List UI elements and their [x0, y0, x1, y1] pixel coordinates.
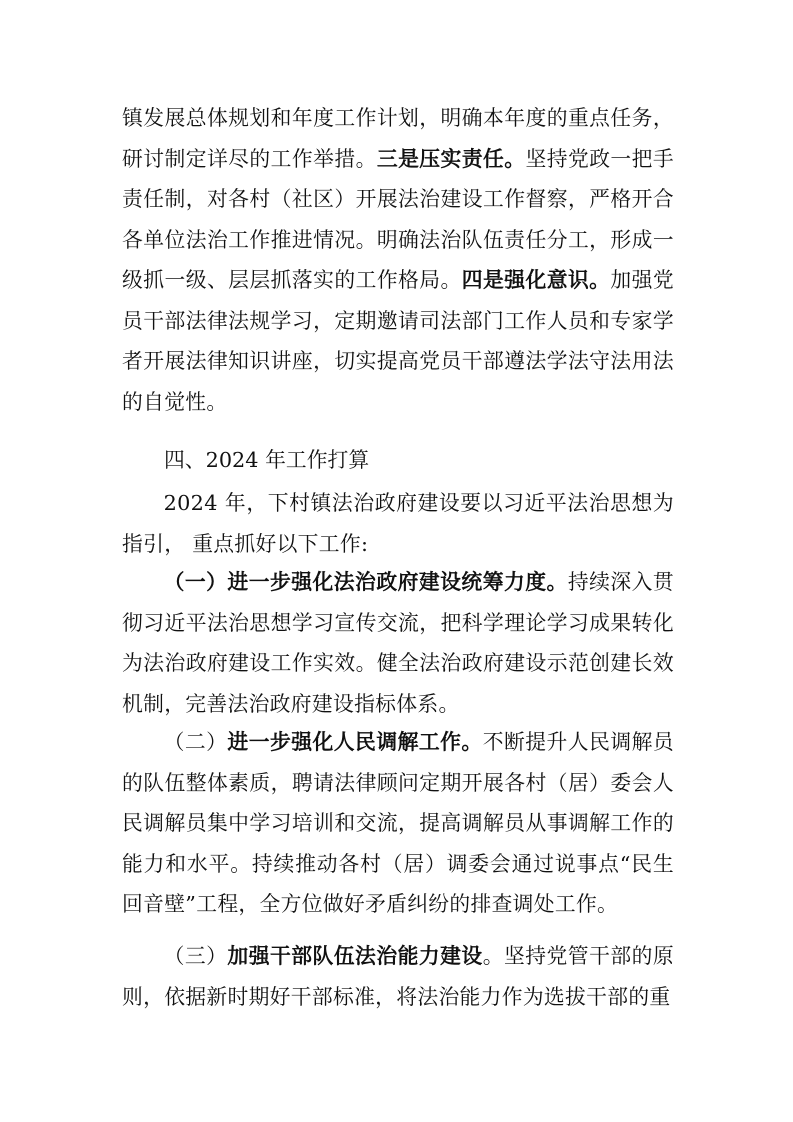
paragraph-text: 2024 年，下村镇法治政府建设要以习近平法治思想为指引， 重点抓好以下工作:	[122, 491, 674, 556]
paragraph-text: 不断提升人民调解员的队伍整体素质，聘请法律顾问定期开展各村（居）委会人民调解员集中学习培训和交流，提高调解员从事调解工作的能力和水平。持续推动各村（居）调委会通过说事点“民生回音壁”工程，全方位做好矛盾纠纷的排查调处工作。	[122, 730, 674, 916]
item-two-title: 进一步强化人民调解工作。	[227, 730, 483, 754]
item-three-paragraph	[122, 936, 674, 1017]
paragraph-text: 坚持党政一把手责任制，对各村（社区）开展法治建设工作督察，严格开合各单位法治工作推进情况。明确法治队伍责任分工，形成一级抓一级、层层抓落实的工作格局。	[122, 146, 674, 292]
paragraph-text: 加强党员干部法律法规学习，定期邀请司法部门工作人员和专家学者开展法律知识讲座，切实提高党员干部遵法学法守法用法的自觉性。	[122, 268, 674, 414]
paragraph-text: 持续深入贯彻习近平法治思想学习宣传交流，把科学理论学习成果转化为法治政府建设工作实效。健全法治政府建设示范创建长效机制，完善法治政府建设指标体系。	[122, 570, 675, 716]
item-two-paragraph	[122, 722, 674, 925]
paragraph-text: 镇发展总体规划和年度工作计划，明确本年度的重点任务，研讨制定详尽的工作举措。	[122, 106, 674, 171]
item-one-title: （一）进一步强化法治政府建设统筹力度。	[163, 570, 568, 594]
bold-phrase: 四是强化意识。	[461, 268, 611, 292]
paragraph-continued	[122, 98, 674, 422]
item-two-number: （二）	[163, 730, 228, 754]
item-three-title: 加强干部队伍法治能力建设	[227, 944, 483, 968]
item-one-paragraph	[122, 562, 674, 724]
bold-phrase: 三是压实责任。	[376, 146, 526, 171]
section-heading: 四、2024 年工作打算	[164, 448, 370, 472]
item-three-number: （三）	[163, 944, 228, 968]
intro-paragraph	[122, 483, 674, 564]
paragraph-text: 。坚持党管干部的原则，依据新时期好干部标准，将法治能力作为选拔干部的重	[122, 944, 674, 1009]
